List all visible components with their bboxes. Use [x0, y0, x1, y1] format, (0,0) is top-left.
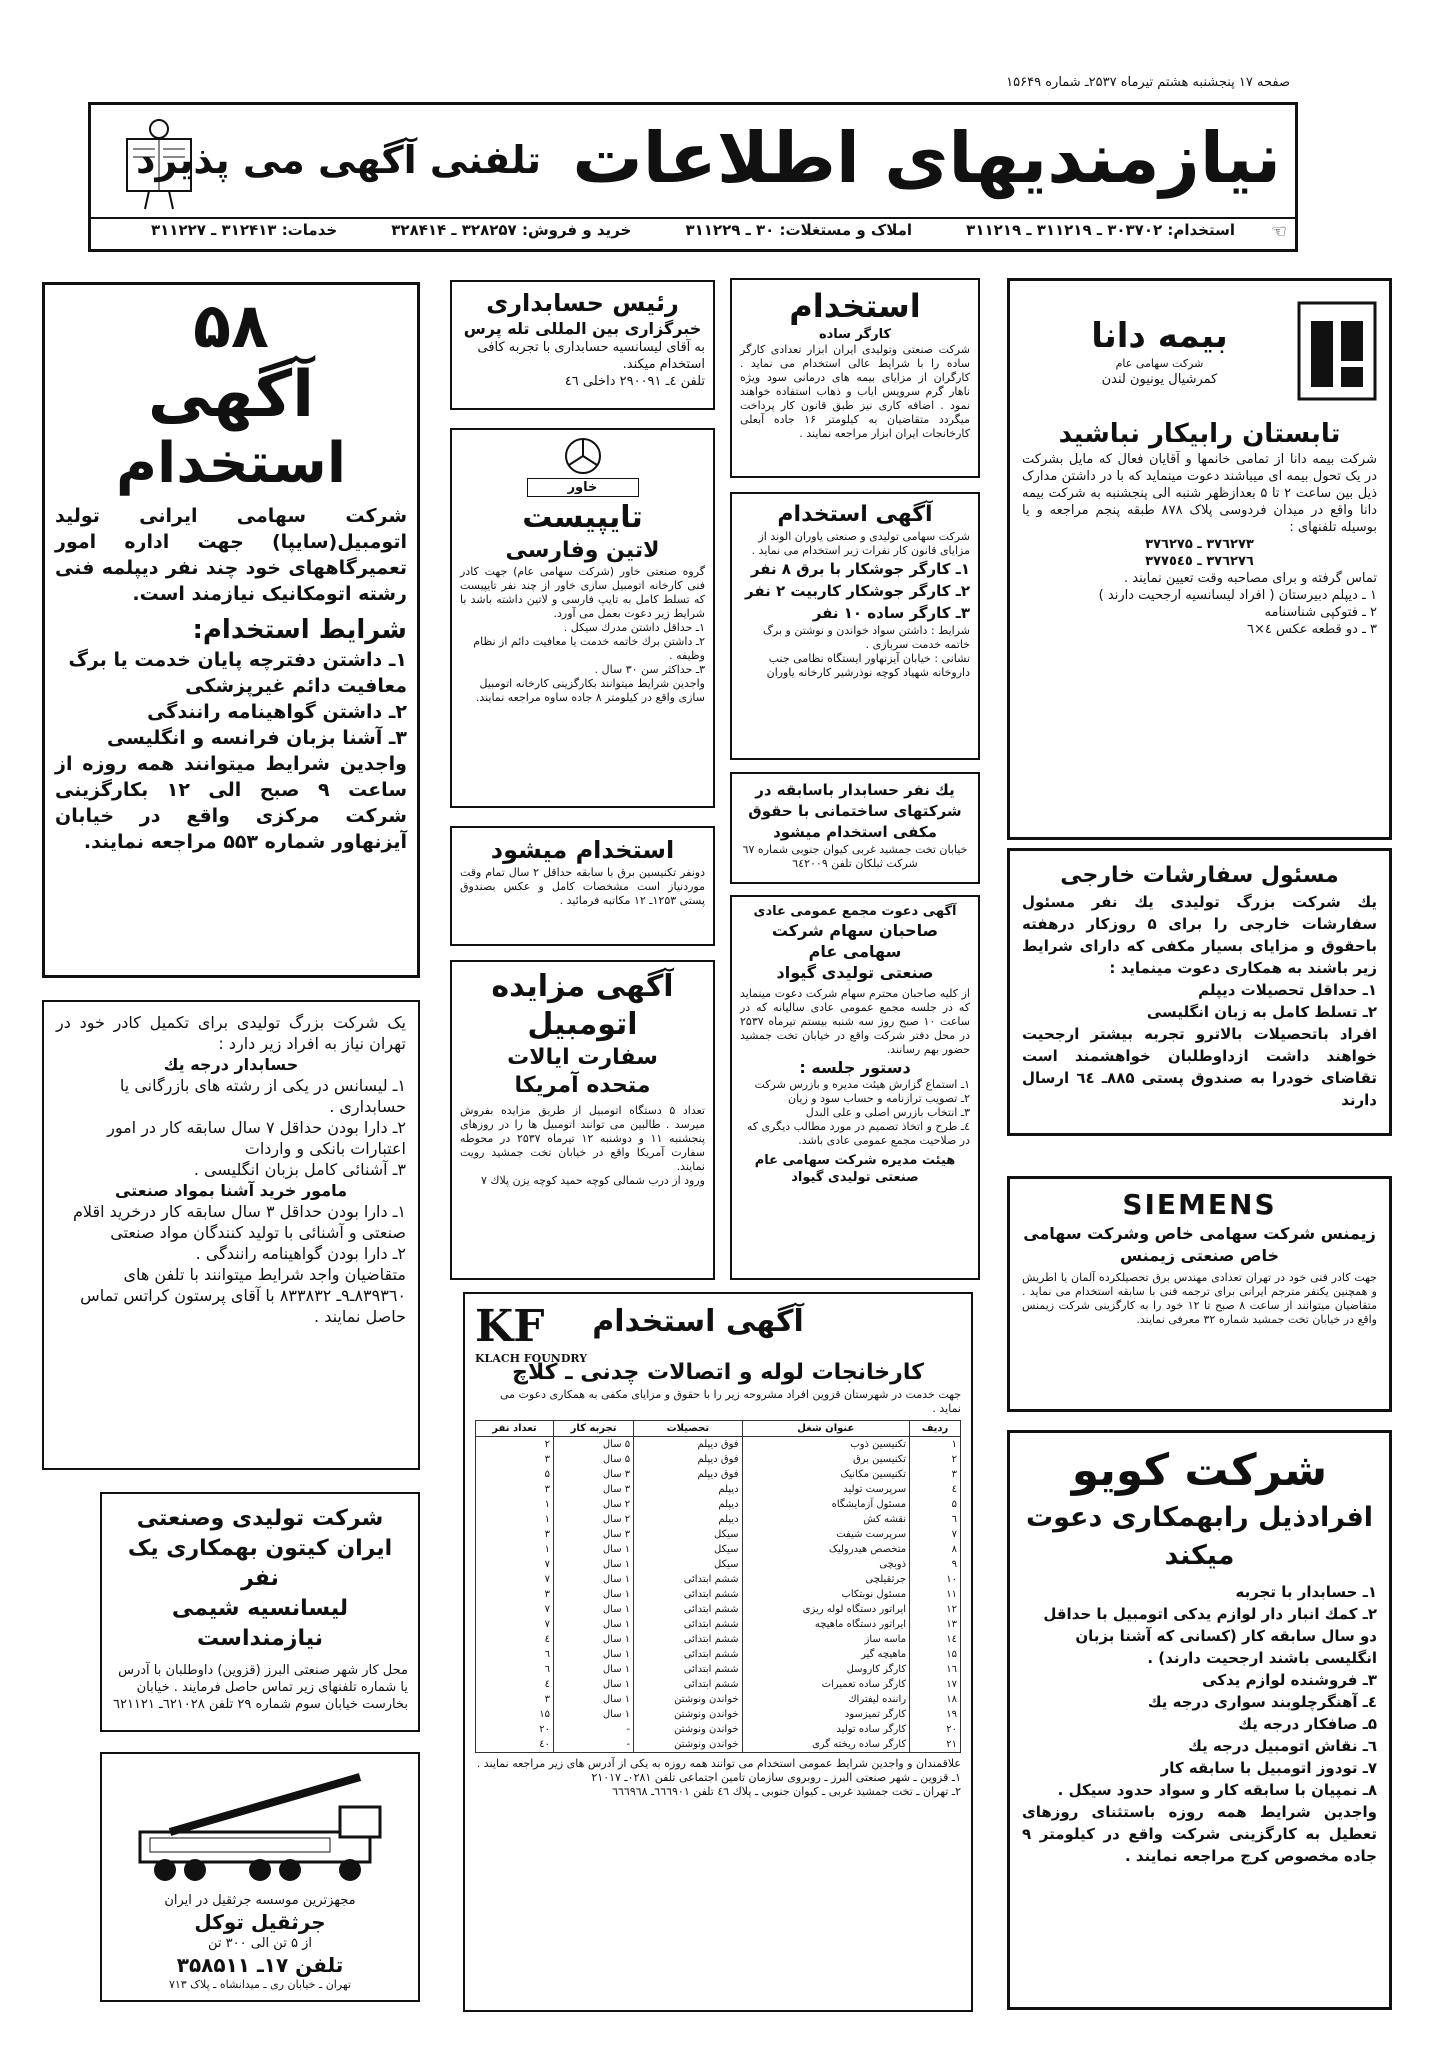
- foreign-orders-cond: ۱ـ حداقل تحصیلات دیپلم: [1198, 981, 1377, 999]
- typist-subtitle: لاتین وفارسی: [505, 538, 660, 563]
- table-row: [476, 1662, 961, 1677]
- production-item: ۱ـ لیسانس در یکی از رشته های بازرگانی یا حسابداری .: [119, 1076, 406, 1116]
- simple-worker-body: شرکت صنعتی وتولیدی ایران ابزار تعدادی کارگر ساده را با شرایط عالی استخدام می نماید . کارگران از مزایای بیمه های درمانی سود ویژه ناهار گرم سرویس ایاب و ذهاب استفاده خواهند نمود . اضافه کاری نیز طبق قانون کار پرداخت میگردد متقاضیان به کیلومتر ۱۶ جاده آبعلی کارخانجات ایران ابزار مراجعه نمایند .: [740, 343, 970, 440]
- phone-strip: [151, 221, 1235, 239]
- typist-cond: ۳ـ حداکثر سن ۳۰ سال .: [594, 663, 705, 676]
- meeting-body: از کلیه صاحبان محترم سهام شرکت دعوت مینماید که در جلسه مجمع عمومی عادی سالیانه که در ساعت ۱۰ صبح روز سه شنبه بیستم تیرماه ۲۵۳۷ در محل دفتر شرکت واقع در خیابان تخت جمشید حضور بهم رسانند.: [740, 987, 970, 1056]
- accountant-head-body: به آقای لیسانسیه حسابداری با تجربه کافی استخدام میکند.: [477, 340, 705, 372]
- crane-address: تهران ـ خیابان ری ـ میدانشاه ـ پلاک ٧١٣: [168, 1978, 352, 1991]
- crane-truck-icon: [110, 1762, 410, 1892]
- typist-title: تایپیست: [522, 500, 643, 535]
- cell-title: ایراتور دستگاه لوله ریزی: [742, 1602, 910, 1617]
- masthead: [88, 102, 1298, 252]
- cell-experience: -: [554, 1737, 634, 1753]
- cell-count: ٤: [476, 1677, 554, 1692]
- typist-body: گروه صنعتی خاور (شرکت سهامی عام) جهت کادر فنی کارخانه اتومبیل سازی خاور از چند نفر تایپیست که تسلط کامل به تایپ فارسی و لاتین داشته باشد با شرایط زیر دعوت بعمل می آورد.: [460, 565, 705, 620]
- cell-education: ششم ابتدائی: [634, 1677, 742, 1692]
- cell-count: ۵: [476, 1467, 554, 1482]
- klach-intro: جهت خدمت در شهرستان قزوین افراد مشروحه زیر را با حقوق و مزایای مکفی به همکاری دعوت می نماید .: [500, 1388, 961, 1415]
- foreign-orders-cond: ۲ـ تسلط کامل به زبان انگلیسی: [1146, 1003, 1377, 1021]
- cell-row: ۱٤: [910, 1632, 961, 1647]
- pointing-hand-icon: ☜: [1270, 221, 1287, 242]
- cell-row: ۱۰: [910, 1572, 961, 1587]
- phone-services: خدمات: ۳۱۲۴۱۳ ـ ۳۱۱۲۲۷: [151, 221, 338, 239]
- cell-count: ٦: [476, 1662, 554, 1677]
- cell-count: ۲۰: [476, 1722, 554, 1737]
- cell-education: خواندن ونوشتن: [634, 1737, 742, 1753]
- cell-count: ٤٠: [476, 1737, 554, 1753]
- saipa-body: شرکت سهامی ایرانی تولید اتومبیل(سایپا) جهت اداره امور تعمیرگاههای خود چند نفر دیپلمه فنی رشته اتومکانیک نیازمند است.: [55, 505, 407, 605]
- cell-education: ششم ابتدائی: [634, 1662, 742, 1677]
- table-row: [476, 1722, 961, 1737]
- bimeh-contact: تماس گرفته و برای مصاحبه وقت تعیین نمایند .: [1124, 571, 1377, 586]
- meeting-title-1: آگهی دعوت مجمع عمومی عادی: [753, 904, 957, 919]
- bimeh-partner: کمرشیال یونیون لندن: [1101, 371, 1218, 387]
- klach-table-body: [476, 1437, 961, 1753]
- meeting-title-3: صنعتی تولیدی گیواد: [776, 963, 934, 982]
- citon-title-2: ایران کیتون بهمکاری یک نفر: [127, 1536, 393, 1591]
- siemens-body: جهت کادر فنی خود در تهران تعدادی مهندس برق تحصیلکرده آلمان یا اطریش و همچنین یکنفر مترجم ایرانی برای ترجمه فنی با سابقه استخدام می نماید . متقاضیان میتوانند از ساعت ۸ صبح تا ۱۲ خود را به کارگزینی شرکت زیمنس واقع در خیابان تخت جمشید شماره ۳۲ معرفی نمایند.: [1022, 1271, 1377, 1326]
- production-item: ۱ـ دارا بودن حداقل ۳ سال سابقه کار درخرید اقلام صنعتی و آشنائی با تولید کنندگان مواد صنعتی: [73, 1202, 406, 1242]
- cell-row: ۳: [910, 1467, 961, 1482]
- bookkeeper-ad: [730, 772, 980, 884]
- cell-experience: ۱ سال: [554, 1632, 634, 1647]
- cell-count: ۳: [476, 1527, 554, 1542]
- bimeh-doc: ۲ ـ فتوکپی شناسنامه: [1264, 605, 1377, 620]
- saipa-number: ۵۸: [193, 289, 269, 362]
- table-row: [476, 1572, 961, 1587]
- simple-worker-ad: [730, 278, 980, 478]
- meeting-agenda-item: ۲ـ تصویب ترازنامه و حساب سود و زیان: [787, 1092, 970, 1105]
- kaveh-item: ۷ـ تودوز اتومبیل با سابقه کار: [1160, 1759, 1377, 1777]
- foreign-orders-ad: [1007, 848, 1392, 1136]
- table-row: [476, 1587, 961, 1602]
- cell-education: سیکل: [634, 1542, 742, 1557]
- citon-ad: [100, 1492, 420, 1732]
- cell-row: ۱۸: [910, 1692, 961, 1707]
- table-row: [476, 1647, 961, 1662]
- production-item: ۲ـ دارا بودن حداقل ۷ سال سابقه کار در امور اعتبارات بانکی و واردات: [107, 1118, 406, 1158]
- welders-title: آگهی استخدام: [777, 502, 933, 527]
- table-row: [476, 1437, 961, 1453]
- cell-experience: ۳ سال: [554, 1482, 634, 1497]
- bimeh-logo-sub: شرکت سهامی عام: [1115, 356, 1204, 370]
- table-row: [476, 1527, 961, 1542]
- cell-count: ۷: [476, 1557, 554, 1572]
- welders-conditions: شرایط : داشتن سواد خواندن و نوشتن و برگ خاتمه خدمت سربازی .: [763, 624, 970, 651]
- cell-experience: ۱ سال: [554, 1587, 634, 1602]
- masthead-subtitle: تلفنی آگهی می پذیرد: [135, 138, 541, 182]
- bimeh-doc: ۳ ـ دو قطعه عکس ٤×٦: [1246, 622, 1377, 637]
- welders-intro: شرکت سهامی تولیدی و صنعتی یاوران الوند از مزایای قانون کار نفرات زیر استخدام می نماید .: [751, 530, 970, 557]
- phone-realestate: املاک و مستغلات: ۳۰ ـ ۳۱۱۲۲۹: [685, 221, 913, 239]
- klach-foundry-ad: [463, 1292, 973, 2012]
- table-row: [476, 1452, 961, 1467]
- cell-education: ششم ابتدائی: [634, 1572, 742, 1587]
- cell-row: ۱۷: [910, 1677, 961, 1692]
- cell-row: ٦: [910, 1512, 961, 1527]
- kaveh-item: ۳ـ فروشنده لوازم یدکی: [1202, 1671, 1377, 1689]
- hired-body: دونفر تکنیسین برق با سابقه حداقل ۲ سال تمام وقت موردنیاز است مشخصات کامل و عکس بصندوق پستی ۱۲۵۳ـ ۱۲ مکاتبه فرمائید .: [460, 866, 705, 907]
- cell-education: خواندن ونوشتن: [634, 1707, 742, 1722]
- meeting-agenda-item: ٤ـ طرح و اتخاذ تصمیم در مورد مطالب دیگری که در صلاحیت مجمع عمومی عادی باشد.: [746, 1120, 970, 1147]
- cell-row: ۱۳: [910, 1617, 961, 1632]
- saipa-cond-3: ۳ـ آشنا بزبان فرانسه و انگلیسی: [106, 727, 407, 749]
- bimeh-logo-icon: [1297, 301, 1377, 401]
- cell-count: ۳: [476, 1452, 554, 1467]
- kaveh-item: ٤ـ آهنگرچلوبند سواری درجه یك: [1147, 1693, 1377, 1711]
- meeting-ad: [730, 895, 980, 1280]
- cell-education: سیکل: [634, 1527, 742, 1542]
- table-row: [476, 1542, 961, 1557]
- production-item: ۲ـ دارا بودن گواهینامه رانندگی .: [195, 1244, 406, 1263]
- klach-address-1: ۱ـ قزوین ـ شهر صنعتی البرز ـ روبروی سازمان تامین اجتماعی تلفن ۰۲۸۱ـ ۲۱۰۱۷: [591, 1771, 961, 1784]
- accountant-head-phone: تلفن ٤ـ ۲۹۰۰۹۱ داخلی ٤٦: [564, 374, 705, 389]
- cell-experience: ۱ سال: [554, 1542, 634, 1557]
- hired-title: استخدام میشود: [490, 836, 675, 864]
- crane-tagline: مجهزترین موسسه جرثقیل در ایران: [164, 1893, 356, 1908]
- welders-address: نشانی : خیابان آیزنهاور ایستگاه نظامی جنب داروخانه شهیاد کوچه نوذرشیر کارخانه یاوران: [766, 652, 970, 679]
- bookkeeper-body: یك نفر حسابدار باسابقه در شرکتهای ساختمانی با حقوق مکفی استخدام میشود: [748, 781, 962, 841]
- cell-title: کارگر ساده ریخته گری: [742, 1737, 910, 1753]
- cell-experience: ۱ سال: [554, 1647, 634, 1662]
- table-row: [476, 1617, 961, 1632]
- cell-title: ماهیچه گیر: [742, 1647, 910, 1662]
- accountant-head-title: رئیس حسابداری: [486, 289, 679, 317]
- phone-trade: خرید و فروش: ۳۲۸۲۵۷ ـ ۳۲۸۴۱۴: [391, 221, 632, 239]
- citon-body: محل کار شهر صنعتی البرز (قزوین) داوطلبان با آدرس یا شماره تلفنهای زیر تماس حاصل فرمایند . خیابان بخارست خیابان سوم شماره ٢٩ تلفن ٦٢١٠٢٨ـ ٦٢١١٢١: [112, 1663, 408, 1712]
- cell-experience: ۵ سال: [554, 1452, 634, 1467]
- auction-entry: ورود از درب شمالی کوچه حمید کوچه یزن پلاك ۷: [481, 1174, 705, 1187]
- cell-row: ۸: [910, 1542, 961, 1557]
- bimeh-logo-text: بیمه دانا: [1091, 315, 1228, 356]
- crane-title: جرثقیل توکل: [194, 1910, 326, 1934]
- meeting-agenda-title: دستور جلسه :: [799, 1058, 911, 1077]
- table-row: [476, 1707, 961, 1722]
- cell-title: کارگر ساده تولید: [742, 1722, 910, 1737]
- welders-item: ۳ـ کارگر ساده ۱۰ نفر: [812, 604, 970, 622]
- bimeh-phones-1: ۳۷٦۲۷۳ ـ ۳۷٦۲۷۵: [1145, 537, 1254, 552]
- saipa-heading: آگهی: [147, 358, 315, 432]
- cell-count: ۷: [476, 1572, 554, 1587]
- cell-experience: ۱ سال: [554, 1572, 634, 1587]
- table-row: [476, 1692, 961, 1707]
- cell-experience: ۱ سال: [554, 1557, 634, 1572]
- cell-experience: -: [554, 1722, 634, 1737]
- production-company-ad: [42, 1000, 420, 1470]
- welders-ad: [730, 492, 980, 760]
- auction-item: اتومبیل: [527, 1007, 638, 1042]
- cell-title: تکنیسین مکانیک: [742, 1467, 910, 1482]
- cell-row: ٤: [910, 1482, 961, 1497]
- auction-ad: [450, 960, 715, 1280]
- cell-count: ۷: [476, 1602, 554, 1617]
- cell-experience: ۱ سال: [554, 1692, 634, 1707]
- cell-education: خواندن ونوشتن: [634, 1722, 742, 1737]
- kaveh-ad: [1007, 1430, 1392, 2010]
- cell-row: ۷: [910, 1527, 961, 1542]
- masthead-title: نیازمندیهای اطلاعات: [572, 117, 1281, 199]
- klach-footer: علاقمندان و واجدین شرایط عمومی استخدام می توانند همه روزه به یکی از آدرس های زیر مراجعه نمایند .: [476, 1757, 961, 1770]
- cell-title: سرپرست شیفت: [742, 1527, 910, 1542]
- bimeh-logo-row: [1022, 291, 1377, 411]
- cell-education: سیکل: [634, 1557, 742, 1572]
- cell-count: ۱: [476, 1542, 554, 1557]
- hired-ad: [450, 826, 715, 946]
- cell-row: ۵: [910, 1497, 961, 1512]
- cell-count: ۲: [476, 1437, 554, 1453]
- production-item: ۳ـ آشنائی کامل بزبان انگلیسی .: [193, 1160, 406, 1179]
- typist-cond: ۲ـ داشتن برك خاتمه خدمت یا معافیت دائم از نظام وظیفه .: [473, 635, 705, 662]
- bimeh-dana-ad: [1007, 278, 1392, 840]
- klach-address-2: ۲ـ تهران ـ تخت جمشید غربی ـ کیوان جنوبی ـ پلاك ٤٦ تلفن ٦٦٦۹۰۱ـ ٦٦٦۹٦۸: [612, 1785, 961, 1798]
- bookkeeper-address: خیابان تخت جمشید غربی کیوان جنوبی شماره ٦٧ شرکت ثبلکان تلفن ٦٤٢٠٠٩: [742, 843, 968, 870]
- cell-row: ۹: [910, 1557, 961, 1572]
- klach-jobs-table: [475, 1420, 961, 1753]
- cell-experience: ۳ سال: [554, 1527, 634, 1542]
- welders-item: ۱ـ کارگر جوشکار با برق ۸ نفر: [750, 560, 970, 578]
- cell-count: ۷: [476, 1617, 554, 1632]
- meeting-agenda-item: ۳ـ انتخاب بازرس اصلی و علی البدل: [805, 1106, 970, 1119]
- typist-footer: واجدین شرایط میتوانند بکارگزینی کارخانه اتومبیل سازی واقع در کیلومتر ۸ جاده ساوه مراجعه نمایند.: [475, 677, 705, 704]
- cell-title: تکنیسین ذوب: [742, 1437, 910, 1453]
- auction-org-2: متحده آمریکا: [514, 1073, 651, 1098]
- bimeh-phones-2: ۳۷٦۲۷٦ ـ ۳۷۷٥٤٥: [1145, 554, 1254, 569]
- cell-row: ۲: [910, 1452, 961, 1467]
- production-intro: یک شرکت بزرگ تولیدی برای تکمیل کادر خود در تهران نیاز به افراد زیر دارد :: [56, 1013, 406, 1053]
- folio: صفحه ۱۷ پنجشنبه هشتم تیرماه ۲۵۳۷ـ شماره ۱۵۶۴۹: [1006, 75, 1290, 90]
- production-section-2: مامور خرید آشنا بمواد صنعتی: [114, 1181, 348, 1200]
- accountant-head-ad: [450, 280, 715, 410]
- bimeh-title: تابستان رابیکار نباشید: [1058, 419, 1341, 449]
- cell-row: ۲۱: [910, 1737, 961, 1753]
- cell-title: مسئول نوبتکاب: [742, 1587, 910, 1602]
- cell-education: خواندن ونوشتن: [634, 1692, 742, 1707]
- cell-title: راننده لیفتراك: [742, 1692, 910, 1707]
- kaveh-subtitle: افرادذیل رابهمکاری دعوت میکند: [1025, 1502, 1374, 1571]
- cell-row: ۱٦: [910, 1662, 961, 1677]
- cell-education: دیپلم: [634, 1512, 742, 1527]
- cell-row: ۱۹: [910, 1707, 961, 1722]
- kaveh-item: ۵ـ صافکار درجه یك: [1238, 1715, 1377, 1733]
- klach-subtitle: کارخانجات لوله و اتصالات چدنی ـ کلاچ: [512, 1360, 924, 1385]
- cell-experience: ۱ سال: [554, 1617, 634, 1632]
- cell-row: ۱۱: [910, 1587, 961, 1602]
- khavar-logo: خاور: [527, 478, 639, 497]
- accountant-head-agency: خبرگزاری بین المللی تله پرس: [463, 319, 702, 338]
- table-row: [476, 1467, 961, 1482]
- meeting-title-2: صاحبان سهام شرکت سهامی عام: [771, 921, 939, 961]
- auction-org-1: سفارت ایالات: [507, 1045, 658, 1070]
- foreign-orders-body: یك شرکت بزرگ تولیدی یك نفر مسئول سفارشات خارجی را برای ۵ روزکار درهفته باحقوق و مزایای بسیار مکفی که دارای شرایط زیر باشند به همکاری دعوت مینماید :: [1022, 893, 1377, 977]
- saipa-ad: [42, 282, 420, 978]
- table-row: [476, 1737, 961, 1753]
- cell-experience: ۱ سال: [554, 1677, 634, 1692]
- cell-education: دیپلم: [634, 1482, 742, 1497]
- siemens-brand: SIEMENS: [1122, 1188, 1277, 1221]
- auction-body: تعداد ۵ دستگاه اتومبیل از طریق مزایده بفروش میرسد . طالبین می توانند اتومبیل ها را در روزهای پنجشنبه ۱۱ و دوشنبه ۱۲ تیرماه ۲۵۳۷ در محوطه سفارت آمریکا واقع در خیابان تخت جمشید رویت نمایند.: [460, 1104, 705, 1173]
- cell-title: جرثقیلچی: [742, 1572, 910, 1587]
- cell-title: کارگر تمیزسود: [742, 1707, 910, 1722]
- cell-title: متخصص هیدرولیک: [742, 1542, 910, 1557]
- cell-education: ششم ابتدائی: [634, 1647, 742, 1662]
- cell-count: ۳: [476, 1692, 554, 1707]
- foreign-orders-title: مسئول سفارشات خارجی: [1060, 863, 1339, 888]
- cell-education: ششم ابتدائی: [634, 1587, 742, 1602]
- cell-title: ایراتور دستگاه ماهیچه: [742, 1617, 910, 1632]
- cell-count: ۱: [476, 1512, 554, 1527]
- table-row: [476, 1677, 961, 1692]
- typist-cond: ۱ـ حداقل داشتن مدرك سیكل .: [563, 621, 705, 634]
- citon-title-1: شرکت تولیدی وصنعتی: [136, 1506, 384, 1531]
- cell-count: ۳: [476, 1482, 554, 1497]
- meeting-sign-2: صنعتی تولیدی گیواد: [791, 1170, 919, 1185]
- meeting-sign-1: هیئت مدیره شرکت سهامی عام: [754, 1153, 956, 1168]
- table-row: [476, 1512, 961, 1527]
- citon-title-3: لیسانسیه شیمی نیازمنداست: [171, 1596, 349, 1651]
- cell-education: دیپلم: [634, 1497, 742, 1512]
- cell-education: فوق دیپلم: [634, 1437, 742, 1453]
- cell-count: ٦: [476, 1647, 554, 1662]
- cell-row: ۱۲: [910, 1602, 961, 1617]
- bimeh-body: شرکت بیمه دانا از تمامی خانمها و آقایان فعال که مایل بشرکت در یک تحول بیمه ای میباشند دعوت مینماید که با در داشتن مدارک ذیل بین ساعت ۲ تا ۵ بعدازظهر شنبه الی پنجشنبه به شرکت بیمه دانا واقع در میدان فردوسی پلاک ۸۷۸ طبقه پنجم مراجعه و یا بوسیله تلفنهای :: [1022, 452, 1377, 535]
- saipa-conditions-title: شرایط استخدام:: [192, 615, 407, 645]
- cell-count: ۱: [476, 1497, 554, 1512]
- table-header: [476, 1421, 961, 1437]
- col-row: ردیف: [910, 1421, 961, 1437]
- col-title: عنوان شغل: [742, 1421, 910, 1437]
- cell-title: ذوبچی: [742, 1557, 910, 1572]
- cell-title: کارگر کاروسل: [742, 1662, 910, 1677]
- cell-title: ماسه ساز: [742, 1632, 910, 1647]
- klach-title: آگهی استخدام: [592, 1304, 804, 1339]
- saipa-footer: واجدین شرایط میتوانند همه روزه از ساعت ۹ صبح الی ۱۲ بکارگزینی شرکت مرکزی واقع در خیابان آیزنهاور شماره ۵۵۳ مراجعه نمایند.: [55, 753, 408, 853]
- saipa-heading-2: استخدام: [115, 431, 347, 496]
- saipa-cond-2: ۲ـ داشتن گواهینامه رانندگی: [147, 701, 407, 723]
- kaveh-item: ۲ـ کمك انبار دار لوازم یدکی اتومبیل با حداقل دو سال سابقه کار (کسانی که آشنا بزبان انگلیسی باشند ارجحیت دارند) .: [1043, 1605, 1377, 1667]
- table-row: [476, 1557, 961, 1572]
- kaveh-item: ۱ـ حسابدار با تجربه: [1235, 1583, 1377, 1601]
- simple-worker-title: استخدام: [789, 287, 921, 325]
- cell-title: کارگر ساده تعمیرات: [742, 1677, 910, 1692]
- cell-count: ۳: [476, 1587, 554, 1602]
- klach-logo-sub: KLACH FOUNDRY: [475, 1352, 588, 1365]
- table-row: [476, 1632, 961, 1647]
- cell-education: فوق دیپلم: [634, 1467, 742, 1482]
- phone-employment: استخدام: ۳۰۳۷۰۲ ـ ۳۱۱۲۱۹ ـ ۳۱۱۲۱۹: [966, 221, 1235, 239]
- production-section-1: حسابدار درجه یك: [163, 1055, 299, 1074]
- foreign-orders-footer: افراد باتحصیلات بالاترو تجربه بیشتر ارجحیت خواهند داشت ازداوطلبان خواهشمند است تقاضای خودرا به صندوق پستی ۸۸۵ـ ٦٤ ارسال دارند: [1022, 1025, 1377, 1109]
- kaveh-title: شرکت کویو: [1071, 1445, 1328, 1496]
- crane-phone: تلفن ۱۷ـ ۳۵۸۵۱۱: [176, 1953, 344, 1977]
- col-experience: تجربه کار: [554, 1421, 634, 1437]
- cell-title: نقشه کش: [742, 1512, 910, 1527]
- mercedes-star-icon: [460, 436, 705, 476]
- cell-education: ششم ابتدائی: [634, 1632, 742, 1647]
- bimeh-doc: ۱ ـ دیپلم دبیرستان ( افراد لیسانسیه ارجحیت دارند ): [1098, 588, 1377, 603]
- cell-experience: ۲ سال: [554, 1497, 634, 1512]
- typist-ad: [450, 428, 715, 808]
- siemens-ad: [1007, 1176, 1392, 1412]
- kaveh-item: ۸ـ نمپیان با سابقه کار و سواد حدود سیکل .: [1057, 1781, 1377, 1799]
- cell-experience: ۱ سال: [554, 1662, 634, 1677]
- kaveh-item: ٦ـ نقاش اتومبیل درجه یك: [1188, 1737, 1377, 1755]
- cell-row: ۲۰: [910, 1722, 961, 1737]
- cell-row: ۱۵: [910, 1647, 961, 1662]
- klach-logo-mark: KF: [475, 1301, 545, 1352]
- production-footer: متقاضیان واجد شرایط میتوانند با تلفن های ۸۳۹۳٦۰ـ۹ـ ۸۳۳۸۳۲ با آقای پرستون کراتس تماس حاصل نمایند .: [80, 1265, 406, 1326]
- table-row: [476, 1482, 961, 1497]
- auction-title: آگهی مزایده: [491, 969, 674, 1004]
- crane-ad: [100, 1752, 420, 2002]
- saipa-cond-1: ۱ـ داشتن دفترچه پایان خدمت یا برگ معافیت دائم غیرپزشکی: [68, 649, 407, 697]
- meeting-agenda-item: ۱ـ استماع گزارش هیئت مدیره و بازرس شرکت: [754, 1078, 970, 1091]
- welders-item: ۲ـ کارگر جوشکار کاربیت ۲ نفر: [745, 582, 970, 600]
- cell-experience: ۱ سال: [554, 1602, 634, 1617]
- cell-title: تکنیسین برق: [742, 1452, 910, 1467]
- cell-education: ششم ابتدائی: [634, 1617, 742, 1632]
- cell-count: ٤: [476, 1632, 554, 1647]
- siemens-title: زیمنس شرکت سهامی خاص وشرکت سهامی خاص صنعتی زیمنس: [1023, 1224, 1376, 1265]
- klach-logo: [475, 1302, 615, 1365]
- cell-experience: ۱ سال: [554, 1707, 634, 1722]
- col-count: تعداد نفر: [476, 1421, 554, 1437]
- cell-education: ششم ابتدائی: [634, 1602, 742, 1617]
- col-education: تحصیلات: [634, 1421, 742, 1437]
- kaveh-footer: واجدین شرایط همه روزه باستثنای روزهای تعطیل به کارگزینی شرکت واقع در کیلومتر ۹ جاده مخصوص کرج مراجعه نمایند .: [1022, 1803, 1377, 1865]
- cell-title: سرپرست تولید: [742, 1482, 910, 1497]
- cell-count: ۱۵: [476, 1707, 554, 1722]
- cell-experience: ۵ سال: [554, 1437, 634, 1453]
- cell-education: فوق دیپلم: [634, 1452, 742, 1467]
- table-row: [476, 1602, 961, 1617]
- crane-range: از ۵ تن الی ۳۰۰ تن: [208, 1936, 312, 1951]
- table-row: [476, 1497, 961, 1512]
- cell-title: مسئول آزمایشگاه: [742, 1497, 910, 1512]
- cell-experience: ۳ سال: [554, 1467, 634, 1482]
- cell-row: ۱: [910, 1437, 961, 1453]
- simple-worker-subtitle: کارگر ساده: [818, 327, 892, 342]
- cell-experience: ۲ سال: [554, 1512, 634, 1527]
